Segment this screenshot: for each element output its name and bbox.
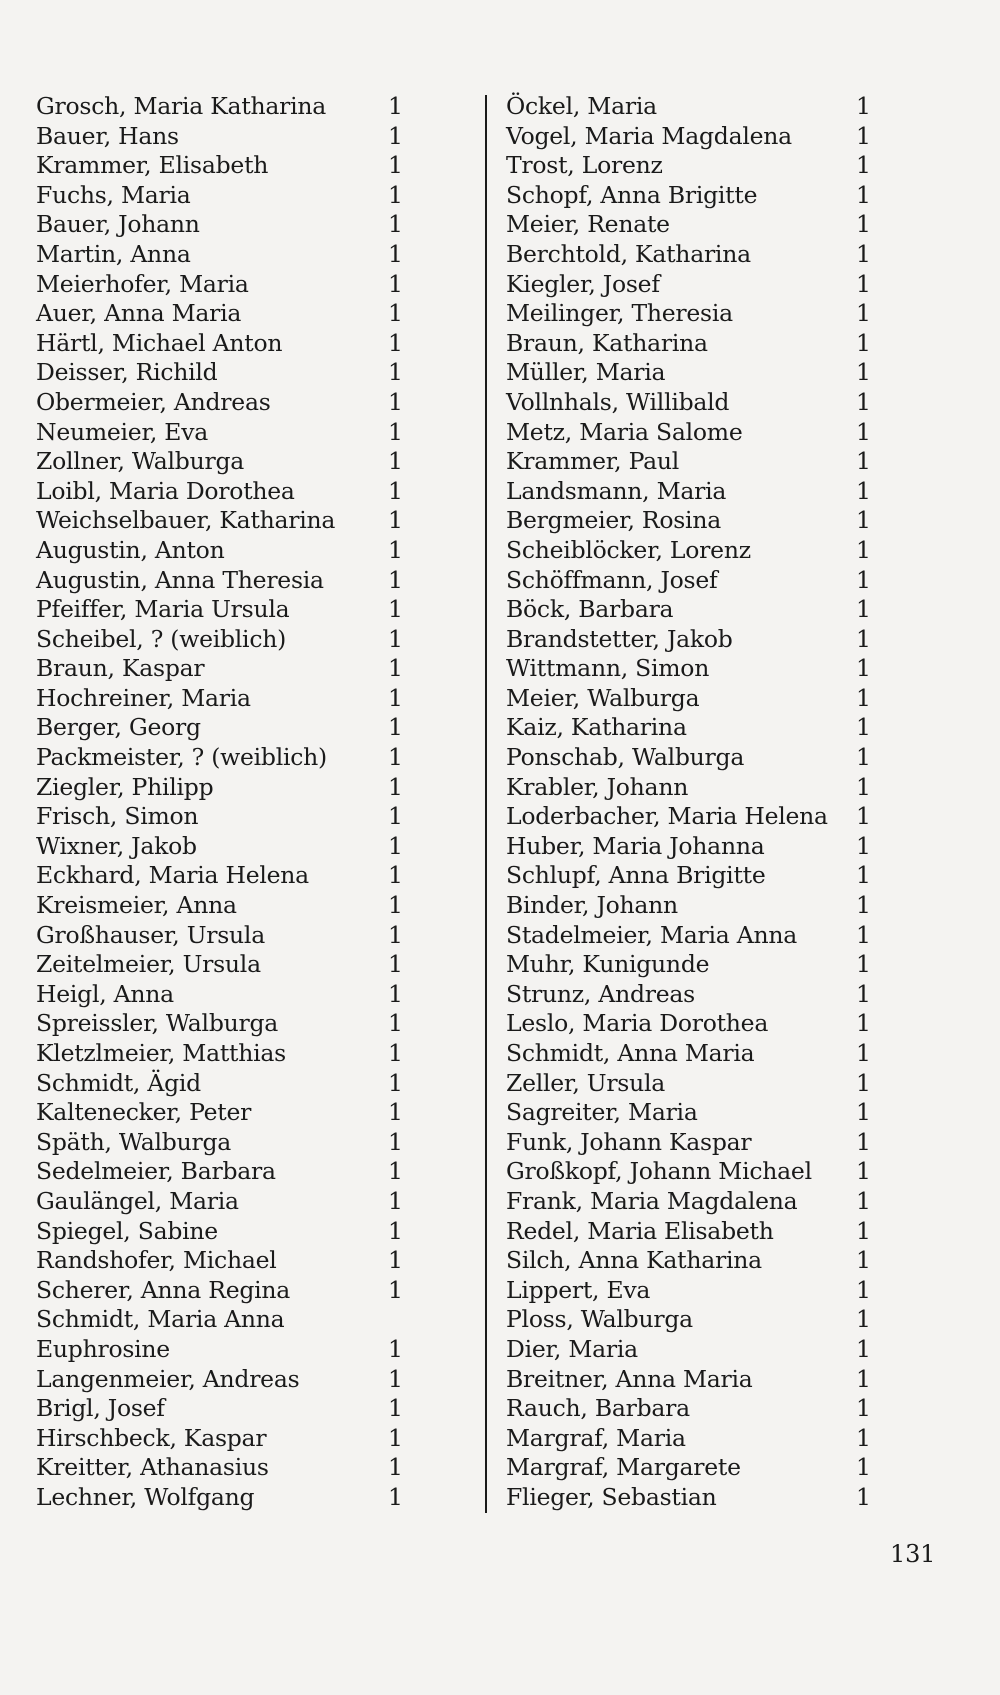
entry-count: 1 [388, 387, 403, 416]
list-item [36, 1335, 406, 1365]
entry-count: 1 [388, 1364, 403, 1393]
list-item [36, 773, 406, 803]
list-item [36, 654, 406, 684]
list-item [36, 980, 406, 1010]
list-item [506, 1216, 871, 1247]
list-item [506, 891, 871, 921]
entry-name: Fuchs, Maria [36, 180, 191, 209]
entry-count: 1 [856, 1009, 871, 1038]
list-item [36, 299, 406, 329]
entry-count: 1 [856, 1098, 871, 1127]
entry-count: 1 [388, 417, 403, 446]
list-item [36, 1305, 406, 1335]
entry-count: 1 [856, 683, 871, 712]
list-item [36, 595, 406, 625]
list-item [506, 624, 871, 655]
entry-name: Hochreiner, Maria [36, 683, 251, 712]
entry-name: Berger, Georg [36, 713, 201, 742]
entry-count: 1 [856, 269, 871, 298]
entry-name: Metz, Maria Salome [506, 417, 743, 446]
entry-name: Neumeier, Eva [36, 417, 209, 446]
entry-count: 1 [388, 743, 403, 772]
list-item [506, 1364, 871, 1395]
list-item [506, 180, 871, 211]
entry-count: 1 [388, 447, 403, 476]
entry-name: Loderbacher, Maria Helena [506, 802, 828, 831]
entry-name: Härtl, Michael Anton [36, 328, 283, 357]
list-item [36, 566, 406, 596]
list-item [36, 713, 406, 743]
entry-count: 1 [856, 1364, 871, 1393]
entry-name: Landsmann, Maria [506, 476, 727, 505]
entry-name: Gaulängel, Maria [36, 1186, 239, 1215]
entry-count: 1 [856, 624, 871, 653]
entry-count: 1 [856, 1068, 871, 1097]
entry-name: Hirschbeck, Kaspar [36, 1423, 267, 1452]
entry-name: Leslo, Maria Dorothea [506, 1009, 769, 1038]
list-item [506, 1334, 871, 1365]
entry-name: Vogel, Maria Magdalena [506, 121, 792, 150]
list-item [36, 1424, 406, 1454]
list-item [506, 595, 871, 625]
entry-count: 1 [388, 92, 403, 120]
entry-name: Weichselbauer, Katharina [36, 506, 336, 535]
entry-count: 1 [388, 269, 403, 298]
entry-count: 1 [856, 802, 871, 831]
list-item [506, 979, 871, 1010]
entry-count: 1 [856, 654, 871, 683]
entry-count: 1 [856, 831, 871, 860]
entry-name: Schmidt, Ägid [36, 1068, 201, 1097]
entry-name: Meilinger, Theresia [506, 299, 733, 328]
list-item [36, 240, 406, 270]
entry-name: Margraf, Margarete [506, 1453, 741, 1482]
list-item [36, 1157, 406, 1187]
list-item [36, 388, 406, 418]
entry-name: Auer, Anna Maria [36, 299, 242, 328]
entry-count: 1 [856, 1423, 871, 1452]
entry-count: 1 [388, 1246, 403, 1275]
list-item [506, 1068, 871, 1099]
entry-count: 1 [388, 121, 403, 150]
entry-name: Scherer, Anna Regina [36, 1275, 291, 1304]
entry-count: 1 [856, 1453, 871, 1482]
list-item [36, 1246, 406, 1276]
list-item [506, 447, 871, 477]
entry-name: Zeitelmeier, Ursula [36, 950, 261, 979]
list-item [506, 299, 871, 329]
list-item [506, 151, 871, 181]
list-item [506, 387, 871, 418]
entry-count: 1 [856, 121, 871, 150]
list-item [506, 683, 871, 714]
list-item [36, 358, 406, 388]
entry-name: Dier, Maria [506, 1334, 638, 1363]
list-item [506, 358, 871, 388]
entry-name: Scheibel, ? (weiblich) [36, 624, 287, 653]
entry-name: Braun, Kaspar [36, 654, 205, 683]
entry-count: 1 [856, 506, 871, 535]
list-item [36, 891, 406, 921]
entry-count: 1 [388, 1068, 403, 1097]
entry-name: Grosch, Maria Katharina [36, 92, 327, 120]
entry-name: Schlupf, Anna Brigitte [506, 861, 766, 890]
list-item [36, 1069, 406, 1099]
entry-name: Flieger, Sebastian [506, 1482, 717, 1511]
entry-count: 1 [388, 891, 403, 920]
page-number: 131 [890, 1540, 936, 1568]
entry-count: 1 [856, 1482, 871, 1511]
entry-name: Sagreiter, Maria [506, 1098, 698, 1127]
entry-count: 1 [388, 713, 403, 742]
list-item [506, 654, 871, 684]
entry-count: 1 [856, 950, 871, 979]
entry-name: Großkopf, Johann Michael [506, 1157, 812, 1186]
entry-name: Braun, Katharina [506, 328, 708, 357]
entry-count: 1 [856, 417, 871, 446]
list-item [36, 92, 406, 122]
list-item [36, 743, 406, 773]
entry-count: 1 [388, 654, 403, 683]
list-item [506, 1423, 871, 1454]
list-item [506, 743, 871, 773]
list-item [506, 1482, 871, 1513]
entry-name: Bauer, Hans [36, 121, 179, 150]
list-item [36, 151, 406, 181]
list-item [36, 1187, 406, 1217]
entry-count: 1 [388, 831, 403, 860]
list-item [36, 921, 406, 951]
entry-name: Wittmann, Simon [506, 654, 710, 683]
entry-name: Großhauser, Ursula [36, 920, 265, 949]
entry-count: 1 [856, 595, 871, 624]
entry-name: Martin, Anna [36, 239, 191, 268]
entry-name: Späth, Walburga [36, 1127, 232, 1156]
list-item [36, 477, 406, 507]
list-item [36, 625, 406, 655]
list-item [506, 328, 871, 359]
entry-count: 1 [388, 1157, 403, 1186]
entry-name: Vollnhals, Willibald [506, 387, 730, 416]
list-item [36, 1365, 406, 1395]
entry-count: 1 [388, 1275, 403, 1304]
entry-count: 1 [856, 1246, 871, 1275]
entry-count: 1 [388, 1186, 403, 1215]
list-item [506, 417, 871, 448]
entry-name: Spiegel, Sabine [36, 1216, 218, 1245]
list-item [36, 122, 406, 152]
entry-name: Huber, Maria Johanna [506, 831, 765, 860]
list-item [506, 476, 871, 507]
list-item [506, 861, 871, 891]
entry-count: 1 [856, 151, 871, 180]
entry-name: Breitner, Anna Maria [506, 1364, 753, 1393]
entry-count: 1 [856, 299, 871, 328]
list-item [506, 772, 871, 803]
entry-name: Spreissler, Walburga [36, 1009, 279, 1038]
entry-count: 1 [856, 1186, 871, 1215]
entry-name: Scheiblöcker, Lorenz [506, 535, 751, 564]
entry-count: 1 [388, 1394, 403, 1423]
entry-count: 1 [388, 772, 403, 801]
list-item [506, 1098, 871, 1128]
entry-count: 1 [856, 387, 871, 416]
entry-count: 1 [856, 210, 871, 239]
list-item [506, 802, 871, 832]
entry-name: Lechner, Wolfgang [36, 1482, 255, 1511]
entry-name: Margraf, Maria [506, 1423, 686, 1452]
entry-count: 1 [856, 1394, 871, 1423]
entry-count: 1 [856, 1157, 871, 1186]
entry-name: Lippert, Eva [506, 1275, 651, 1304]
entry-count: 1 [388, 151, 403, 180]
entry-count: 1 [856, 1334, 871, 1363]
entry-count: 1 [856, 1305, 871, 1334]
entry-name: Frank, Maria Magdalena [506, 1186, 798, 1215]
list-item [506, 1453, 871, 1483]
column-divider [485, 95, 487, 1513]
entry-name: Langenmeier, Andreas [36, 1364, 300, 1393]
entry-name: Böck, Barbara [506, 595, 674, 624]
entry-count: 1 [388, 595, 403, 624]
entry-count: 1 [388, 1334, 403, 1363]
list-item [36, 1483, 406, 1513]
entry-count: 1 [388, 565, 403, 594]
entry-name: Kaltenecker, Peter [36, 1098, 252, 1127]
entry-name: Loibl, Maria Dorothea [36, 476, 295, 505]
list-item [36, 506, 406, 536]
entry-count: 1 [856, 328, 871, 357]
list-item [36, 329, 406, 359]
entry-count: 1 [856, 565, 871, 594]
entry-count: 1 [856, 772, 871, 801]
list-item [506, 239, 871, 270]
entry-name: Ziegler, Philipp [36, 772, 214, 801]
entry-name: Meierhofer, Maria [36, 269, 249, 298]
list-item [506, 831, 871, 862]
entry-count: 1 [856, 358, 871, 387]
list-item [506, 1305, 871, 1335]
list-item [36, 536, 406, 566]
entry-count: 1 [388, 1098, 403, 1127]
entry-name: Silch, Anna Katharina [506, 1246, 762, 1275]
entry-count: 1 [856, 861, 871, 890]
entry-count: 1 [388, 1039, 403, 1067]
entry-name: Schöffmann, Josef [506, 565, 718, 594]
left-name-list [36, 92, 406, 1513]
entry-count: 1 [856, 92, 871, 120]
entry-name: Meier, Walburga [506, 683, 700, 712]
entry-count: 1 [388, 1009, 403, 1038]
entry-count: 1 [856, 447, 871, 476]
list-item [506, 1246, 871, 1276]
entry-name: Funk, Johann Kaspar [506, 1127, 752, 1156]
entry-name: Binder, Johann [506, 891, 678, 920]
entry-name: Augustin, Anna Theresia [36, 565, 324, 594]
entry-count: 1 [856, 239, 871, 268]
entry-count: 1 [856, 979, 871, 1008]
entry-count: 1 [856, 891, 871, 920]
entry-count: 1 [388, 979, 403, 1008]
list-item [506, 269, 871, 300]
list-item [36, 950, 406, 980]
entry-name: Heigl, Anna [36, 979, 174, 1008]
list-item [36, 832, 406, 862]
entry-count: 1 [388, 476, 403, 505]
entry-name: Schmidt, Maria Anna [36, 1305, 285, 1334]
entry-count: 1 [856, 476, 871, 505]
entry-name: Trost, Lorenz [506, 151, 663, 180]
entry-name: Krabler, Johann [506, 772, 689, 801]
entry-count: 1 [856, 1275, 871, 1304]
entry-count: 1 [856, 180, 871, 209]
list-item [506, 1394, 871, 1424]
entry-count: 1 [388, 1423, 403, 1452]
entry-count: 1 [388, 358, 403, 387]
entry-name: Öckel, Maria [506, 92, 657, 120]
entry-name: Kreitter, Athanasius [36, 1453, 269, 1482]
list-item [506, 121, 871, 152]
entry-count: 1 [856, 920, 871, 949]
list-item [36, 418, 406, 448]
entry-name: Augustin, Anton [36, 535, 225, 564]
entry-count: 1 [856, 1039, 871, 1067]
list-item [36, 210, 406, 240]
entry-name: Zollner, Walburga [36, 447, 244, 476]
entry-count: 1 [388, 624, 403, 653]
entry-count: 1 [388, 1482, 403, 1511]
entry-count: 1 [388, 861, 403, 890]
entry-name: Muhr, Kunigunde [506, 950, 710, 979]
list-item [506, 1039, 871, 1069]
entry-name: Bergmeier, Rosina [506, 506, 721, 535]
list-item [36, 861, 406, 891]
entry-count: 1 [388, 328, 403, 357]
list-item [36, 1128, 406, 1158]
entry-name: Kletzlmeier, Matthias [36, 1039, 286, 1067]
entry-name: Strunz, Andreas [506, 979, 695, 1008]
entry-name: Packmeister, ? (weiblich) [36, 743, 327, 772]
entry-name: Meier, Renate [506, 210, 670, 239]
entry-name: Eckhard, Maria Helena [36, 861, 309, 890]
entry-count: 1 [856, 535, 871, 564]
list-item [36, 447, 406, 477]
list-item [36, 1276, 406, 1306]
entry-count: 1 [388, 1453, 403, 1482]
entry-name: Krammer, Paul [506, 447, 680, 476]
entry-name: Ploss, Walburga [506, 1305, 693, 1334]
entry-name: Schmidt, Anna Maria [506, 1039, 755, 1067]
entry-name: Berchtold, Katharina [506, 239, 751, 268]
entry-name: Euphrosine [36, 1334, 170, 1363]
list-item [506, 92, 871, 122]
list-item [36, 802, 406, 832]
entry-count: 1 [388, 1127, 403, 1156]
list-item [36, 1453, 406, 1483]
entry-count: 1 [856, 713, 871, 742]
entry-count: 1 [388, 920, 403, 949]
entry-name: Randshofer, Michael [36, 1246, 277, 1275]
list-item [36, 1217, 406, 1247]
entry-name: Krammer, Elisabeth [36, 151, 269, 180]
entry-count: 1 [856, 1127, 871, 1156]
entry-name: Bauer, Johann [36, 210, 200, 239]
entry-count: 1 [388, 239, 403, 268]
entry-count: 1 [388, 802, 403, 831]
entry-name: Brandstetter, Jakob [506, 624, 733, 653]
list-item [36, 270, 406, 300]
list-item [506, 210, 871, 240]
entry-count: 1 [856, 743, 871, 772]
entry-name: Frisch, Simon [36, 802, 199, 831]
list-item [36, 1394, 406, 1424]
entry-name: Deisser, Richild [36, 358, 218, 387]
entry-count: 1 [388, 299, 403, 328]
entry-name: Kaiz, Katharina [506, 713, 687, 742]
entry-name: Müller, Maria [506, 358, 666, 387]
list-item [506, 1127, 871, 1158]
entry-name: Schopf, Anna Brigitte [506, 180, 758, 209]
entry-name: Zeller, Ursula [506, 1068, 666, 1097]
entry-name: Ponschab, Walburga [506, 743, 745, 772]
entry-name: Brigl, Josef [36, 1394, 165, 1423]
list-item [506, 565, 871, 596]
entry-count: 1 [388, 506, 403, 535]
entry-name: Pfeiffer, Maria Ursula [36, 595, 290, 624]
list-item [506, 920, 871, 951]
entry-count: 1 [388, 1216, 403, 1245]
entry-count: 1 [388, 950, 403, 979]
list-item [36, 1009, 406, 1039]
entry-name: Kiegler, Josef [506, 269, 660, 298]
list-item [506, 1186, 871, 1217]
list-item [36, 1039, 406, 1069]
entry-name: Wixner, Jakob [36, 831, 197, 860]
list-item [506, 1009, 871, 1039]
list-item [506, 950, 871, 980]
entry-count: 1 [388, 180, 403, 209]
entry-name: Kreismeier, Anna [36, 891, 237, 920]
entry-count: 1 [388, 683, 403, 712]
entry-name: Obermeier, Andreas [36, 387, 271, 416]
list-item [506, 713, 871, 743]
list-item [36, 1098, 406, 1128]
list-item [36, 181, 406, 211]
list-item [506, 1275, 871, 1306]
entry-count: 1 [388, 535, 403, 564]
list-item [506, 1157, 871, 1187]
list-item [506, 506, 871, 536]
entry-name: Rauch, Barbara [506, 1394, 690, 1423]
entry-name: Stadelmeier, Maria Anna [506, 920, 798, 949]
list-item [506, 535, 871, 566]
entry-name: Sedelmeier, Barbara [36, 1157, 276, 1186]
entry-name: Redel, Maria Elisabeth [506, 1216, 774, 1245]
entry-count: 1 [388, 210, 403, 239]
entry-count: 1 [856, 1216, 871, 1245]
list-item [36, 684, 406, 714]
right-name-list [506, 92, 871, 1513]
